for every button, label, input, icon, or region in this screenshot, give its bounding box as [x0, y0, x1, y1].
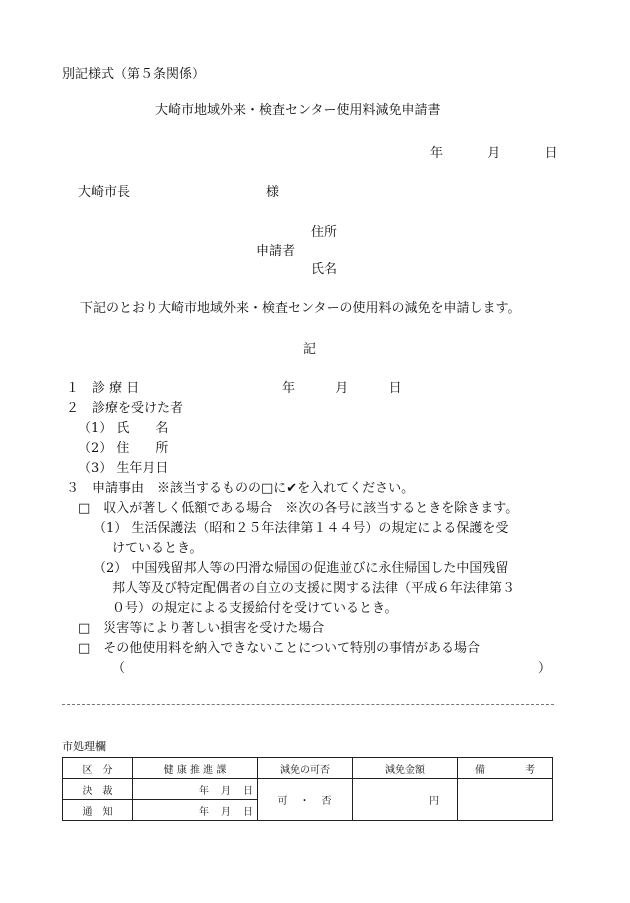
notice-day: 日 — [243, 806, 253, 818]
reason-low-income-exception2: （2） 中国残留邦人等の円滑な帰国の促進並びに永住帰国した中国残留 — [93, 561, 509, 576]
request-text: 下記のとおり大崎市地域外来・検査センターの使用料の減免を申請します。 — [80, 301, 521, 316]
item2-label: ２ 診療を受けた者 — [66, 401, 184, 416]
remarks-cell[interactable] — [458, 779, 553, 821]
header-approval: 減免の可否 — [258, 758, 353, 779]
amount-cell[interactable]: 円 — [353, 779, 458, 821]
approval-cell[interactable]: 可 ・ 否 — [258, 779, 353, 821]
reason-other[interactable]: □ その他使用料を納入できないことについて特別の事情がある場合 — [78, 641, 481, 656]
item3-label: ３ 申請事由 ※該当するものの□に✔を入れてください。 — [66, 481, 415, 496]
table-header-row — [63, 758, 553, 779]
reason-low-income-exception1-cont: けているとき。 — [112, 541, 203, 556]
item2-address: （2） 住 所 — [78, 441, 169, 456]
decision-day: 日 — [243, 785, 253, 797]
applicant-name-label: 氏名 — [311, 262, 338, 277]
addressee-honorific: 様 — [266, 185, 280, 200]
header-amount: 減免金額 — [353, 758, 458, 779]
other-reason-open-paren: （ — [112, 661, 126, 676]
notice-year: 年 — [199, 806, 209, 818]
reason-low-income[interactable]: □ 収入が著しく低額である場合 ※次の各号に該当するときを除きます。 — [78, 501, 519, 516]
item1-month: 月 — [335, 381, 349, 396]
reason-low-income-exception2-cont2: ０号）の規定による支援給付を受けているとき。 — [112, 601, 398, 616]
notice-month: 月 — [221, 806, 231, 818]
date-year: 年 — [430, 146, 444, 161]
item1-year: 年 — [282, 381, 296, 396]
item1-label: １ 診 療 日 — [66, 381, 140, 396]
addressee-name: 大崎市長 — [78, 185, 131, 200]
document-title: 大崎市地域外来・検査センター使用料減免申請書 — [155, 103, 441, 118]
item2-name: （1） 氏 名 — [78, 421, 169, 436]
table-row — [63, 779, 553, 800]
ki-heading: 記 — [303, 342, 317, 357]
office-use-table — [62, 757, 553, 821]
reason-low-income-exception2-cont1: 邦人等及び特定配偶者の自立の支援に関する法律（平成６年法律第３ — [112, 581, 516, 596]
reason-disaster[interactable]: □ 災害等により著しい損害を受けた場合 — [78, 621, 325, 636]
header-health-division: 健 康 推 進 課 — [133, 758, 258, 779]
item2-birthdate: （3） 生年月日 — [78, 461, 169, 476]
date-day: 日 — [544, 146, 558, 161]
row-notice-label: 通 知 — [63, 800, 133, 821]
reason-low-income-exception1: （1） 生活保護法（昭和２５年法律第１４４号）の規定による保護を受 — [93, 521, 509, 536]
applicant-address-label: 住所 — [311, 225, 338, 240]
item1-date — [282, 382, 402, 395]
header-category: 区 分 — [63, 758, 133, 779]
date-month: 月 — [487, 146, 501, 161]
header-remarks: 備 考 — [458, 758, 553, 779]
form-label: 別記様式（第５条関係） — [62, 67, 206, 82]
decision-date-cell[interactable] — [133, 779, 258, 800]
row-decision-label: 決 裁 — [63, 779, 133, 800]
decision-year: 年 — [199, 785, 209, 797]
notice-date-cell[interactable] — [133, 800, 258, 821]
applicant-label: 申請者 — [256, 244, 296, 259]
decision-month: 月 — [221, 785, 231, 797]
divider-line — [62, 704, 554, 705]
submission-date — [430, 147, 558, 160]
office-use-heading: 市処理欄 — [62, 740, 106, 753]
other-reason-close-paren: ） — [538, 661, 552, 676]
item1-day: 日 — [388, 381, 402, 396]
